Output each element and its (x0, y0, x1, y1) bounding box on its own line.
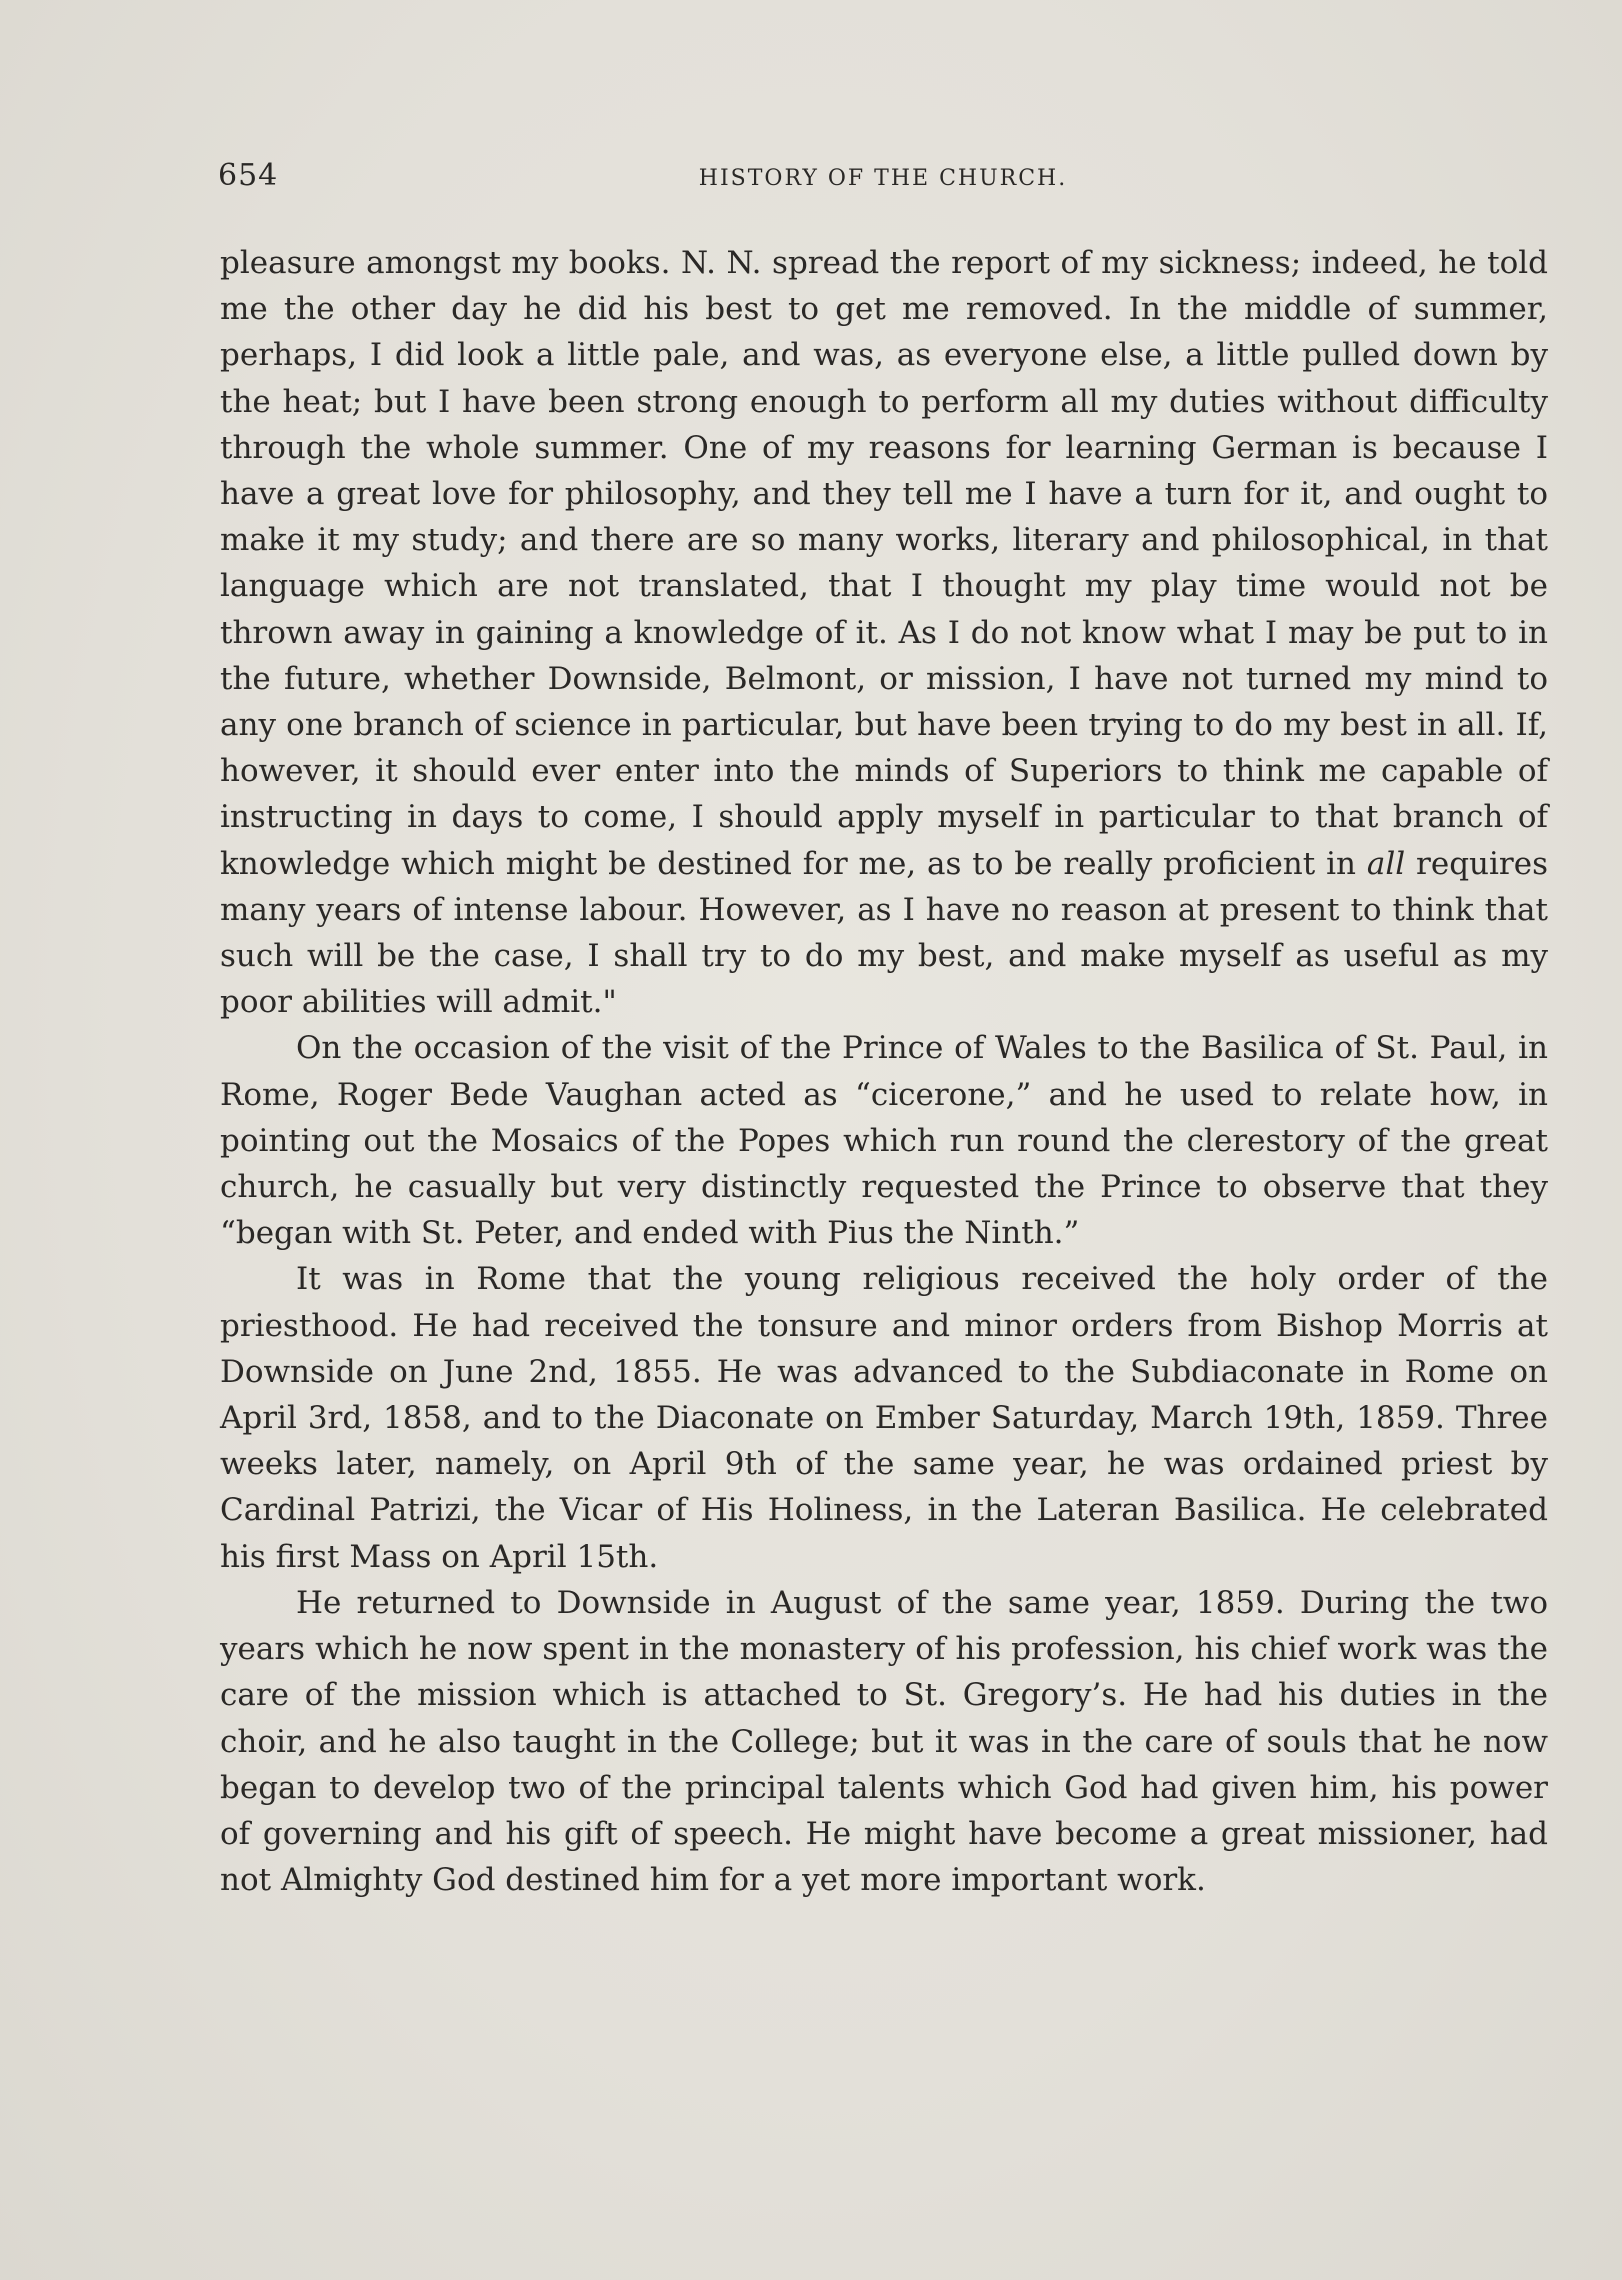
body-text (220, 240, 1548, 1903)
running-title: HISTORY OF THE CHURCH. (698, 166, 1068, 191)
paragraph-text: pleasure amongst my books. N. N. spread the report of my sickness; indeed, he told me the other day he did his best to get me removed. In the middle of summer, perhaps, I did look a little pale, and was, as everyone else, a little pulled down by the heat; but I have been strong enough to perform all my duties without difficulty through the whole summer. One of my reasons for learning German is because I have a great love for philosophy, and they tell me I have a turn for it, and ought to make it my study; and there are so many works, literary and philosophical, in that language which are not translated, that I thought my play time would not be thrown away in gaining a knowledge of it. As I do not know what I may be put to in the future, whether Downside, Belmont, or mission, I have not turned my mind to any one branch of science in particular, but have been trying to do my best in all. If, however, it should ever enter into the minds of Superiors to think me capable of instructing in days to come, I should apply myself in particular to that branch of knowledge which might be destined for me, as to be really proficient in (220, 245, 1548, 882)
page-number: 654 (218, 158, 279, 193)
paragraph-prince-of-wales: On the occasion of the visit of the Prince of Wales to the Basilica of St. Paul, in Rome, Roger Bede Vaughan acted as “cicerone,” and he used to relate how, in pointing out the Mosaics of the Popes which run round the clerestory of the great church, he casually but very distinctly requested the Prince to observe that they “began with St. Peter, and ended with Pius the Ninth.” (220, 1030, 1548, 1252)
page-header (218, 158, 1548, 198)
emphasized-word: all (1366, 845, 1406, 882)
paragraph-ordination: It was in Rome that the young religious received the holy order of the priesthood. He had received the tonsure and minor orders from Bishop Morris at Downside on June 2nd, 1855. He was advanced to the Subdiaconate in Rome on April 3rd, 1858, and to the Diaconate on Ember Saturday, March 19th, 1859. Three weeks later, namely, on April 9th of the same year, he was ordained priest by Cardinal Patrizi, the Vicar of His Holiness, in the Lateran Basilica. He celebrated his first Mass on April 15th. (220, 1261, 1548, 1575)
paragraph-text: requires many years of intense labour. However, as I have no reason at present to think that such will be the case, I shall try to do my best, and make myself as useful as my poor abilities will admit." (220, 845, 1548, 1021)
paragraph-return-to-downside: He returned to Downside in August of the same year, 1859. During the two years which he now spent in the monastery of his profession, his chief work was the care of the mission which is attached to St. Gregory’s. He had his duties in the choir, and he also taught in the College; but it was in the care of souls that he now began to develop two of the principal talents which God had given him, his power of governing and his gift of speech. He might have become a great missioner, had not Almighty God destined him for a yet more important work. (220, 1584, 1548, 1899)
paragraph-continued-letter (220, 240, 1548, 1025)
